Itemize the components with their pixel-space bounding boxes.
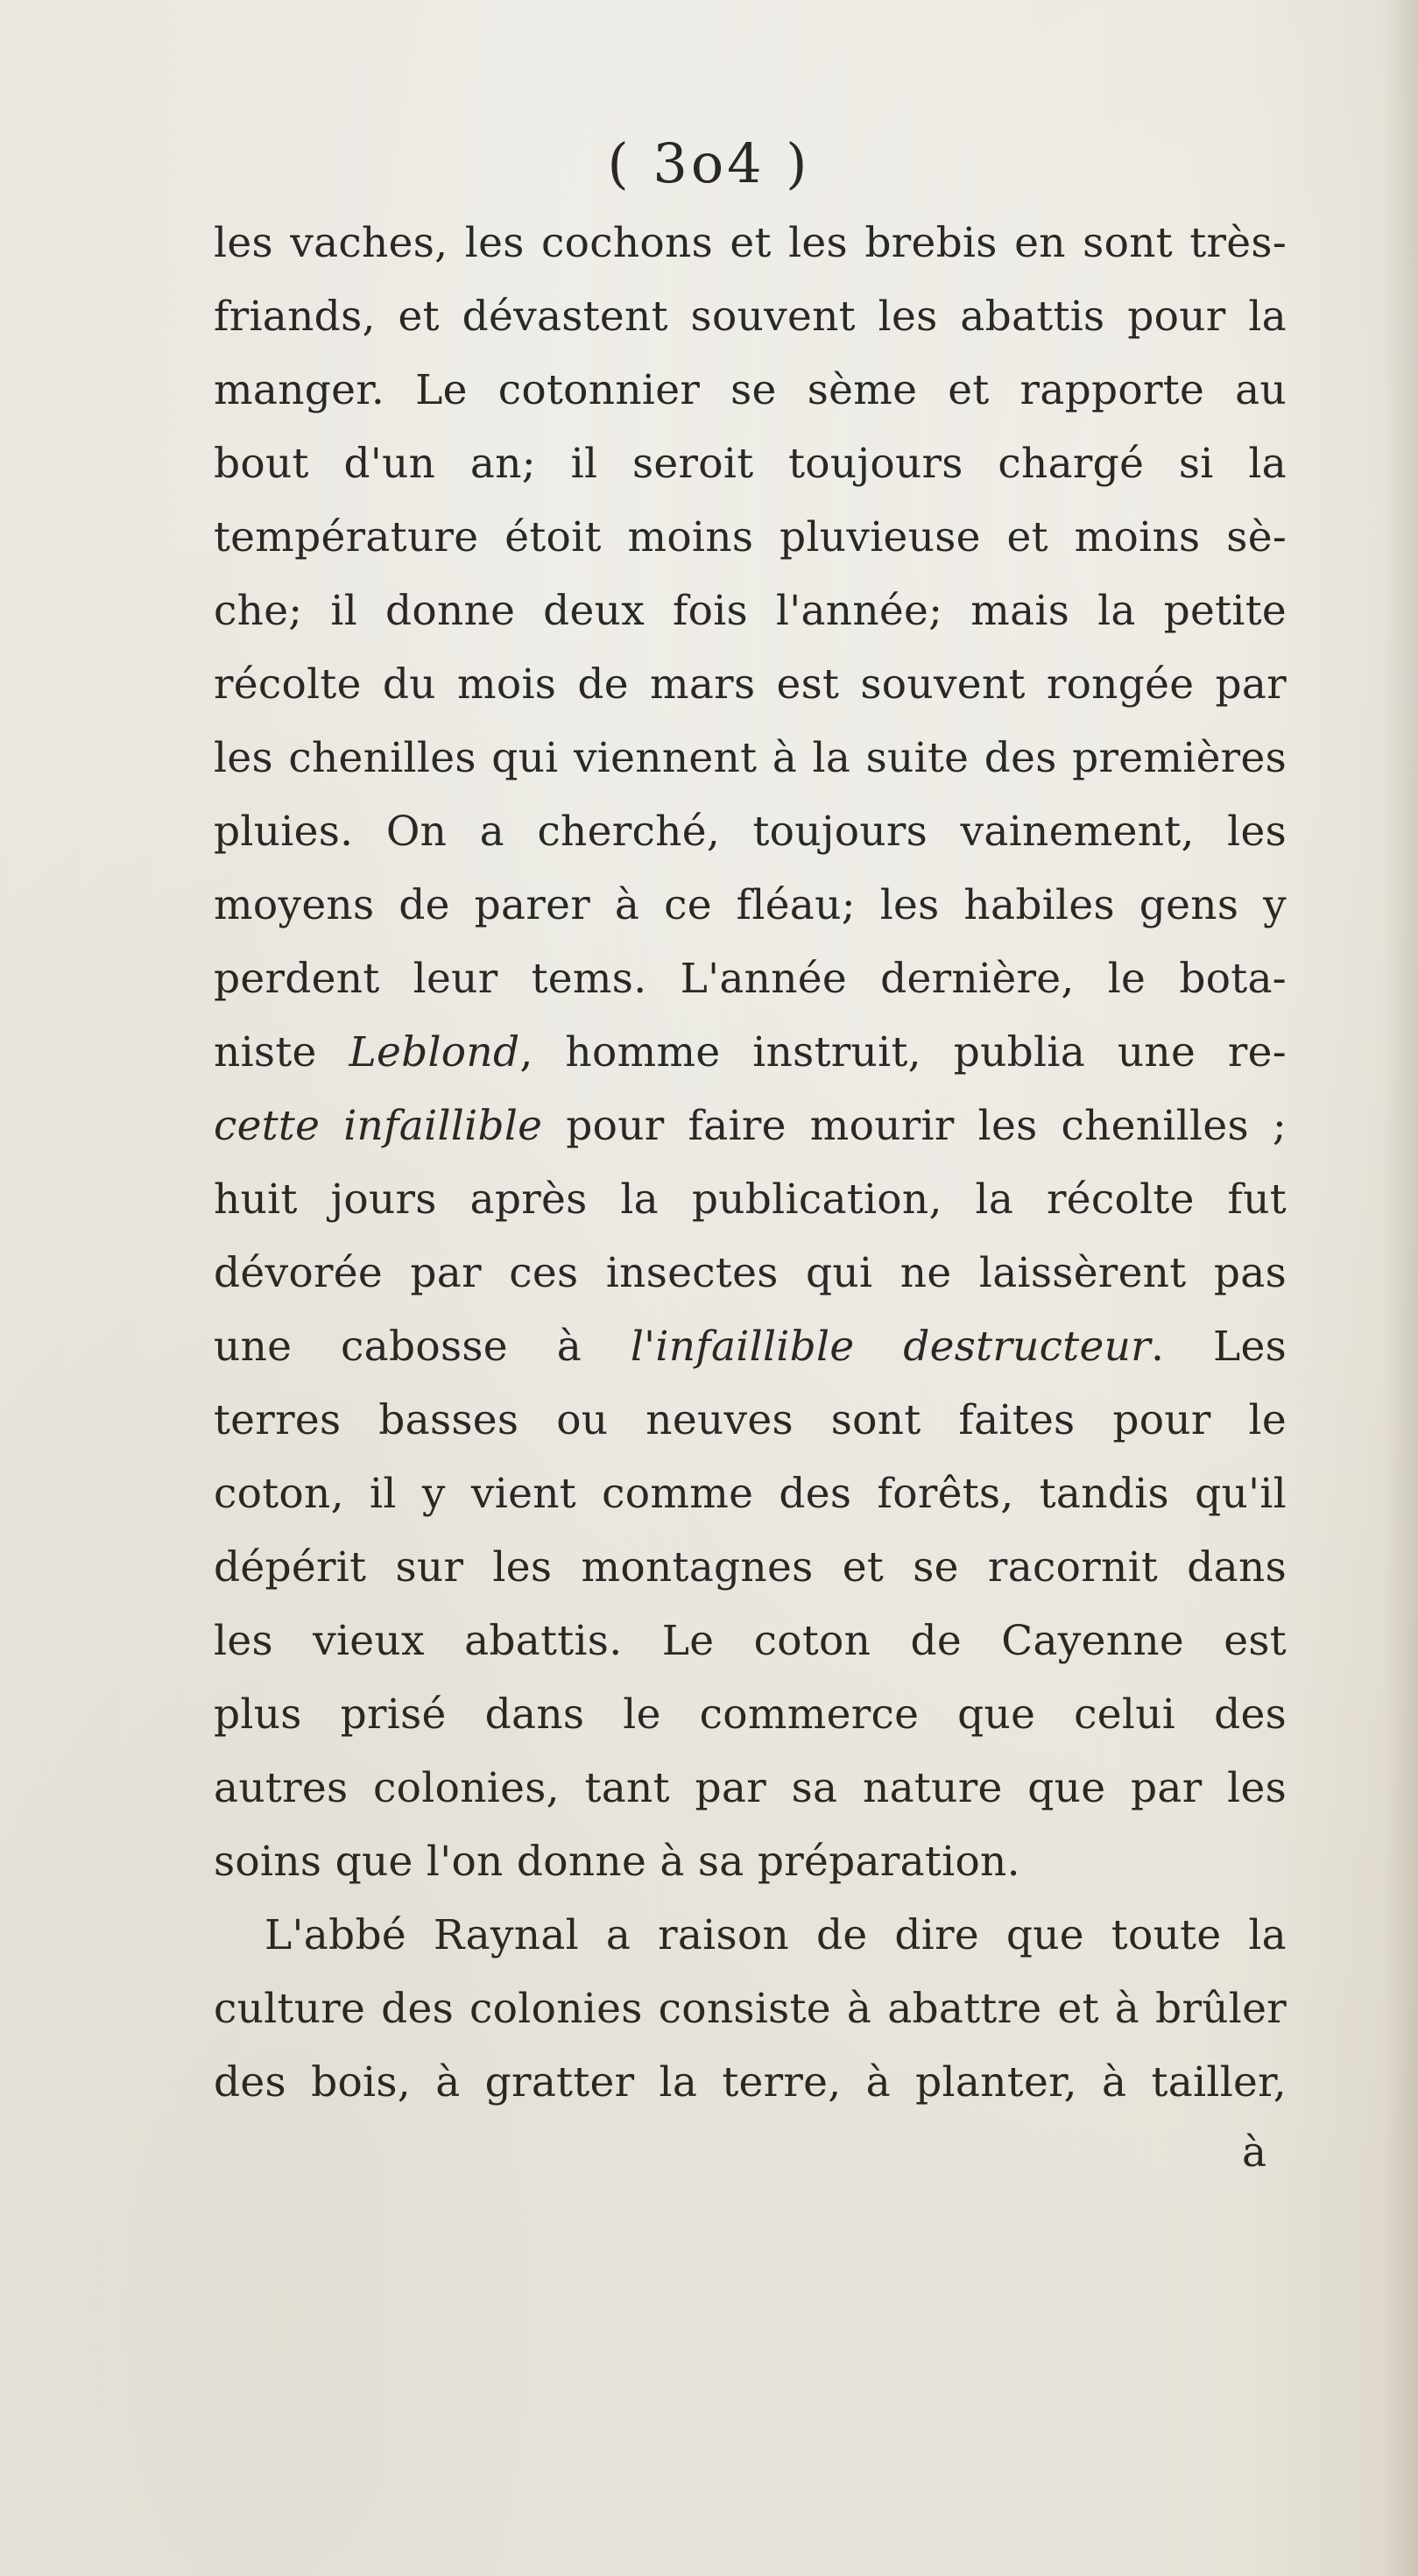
text-line: manger. Le cotonnier se sème et rapporte au bbox=[214, 366, 1287, 414]
body-text bbox=[214, 207, 1287, 2120]
text-line: plus prisé dans le commerce que celui des bbox=[214, 1690, 1287, 1739]
page-edge-shadow bbox=[1383, 0, 1418, 2576]
text-line: perdent leur tems. L'année dernière, le bota- bbox=[214, 955, 1287, 1003]
text-line: che; il donne deux fois l'année; mais la petite bbox=[214, 587, 1287, 635]
text-line: dépérit sur les montagnes et se racornit dans bbox=[214, 1543, 1287, 1591]
text-line: dévorée par ces insectes qui ne laissèrent pas bbox=[214, 1249, 1287, 1297]
text-line: récolte du mois de mars est souvent rongée par bbox=[214, 660, 1287, 709]
text-line: bout d'un an; il seroit toujours chargé si la bbox=[214, 440, 1287, 488]
text-line: pluies. On a cherché, toujours vainement, les bbox=[214, 808, 1287, 856]
italic-phrase: l'infaillible destructeur bbox=[630, 1323, 1151, 1371]
text-line: une cabosse à l'infaillible destructeur. Les bbox=[214, 1323, 1287, 1371]
text-line: les chenilles qui viennent à la suite des premières bbox=[214, 734, 1287, 782]
italic-name: Leblond bbox=[349, 1028, 520, 1076]
text-line-paragraph-end: soins que l'on donne à sa préparation. bbox=[214, 1838, 1020, 1886]
text-line: culture des colonies consiste à abattre et à brûler bbox=[214, 1985, 1287, 2033]
italic-phrase: cette infaillible bbox=[214, 1102, 543, 1150]
catchword: à bbox=[1242, 2128, 1267, 2177]
text-line: cette infaillible pour faire mourir les chenilles ; bbox=[214, 1102, 1287, 1150]
text-line: température étoit moins pluvieuse et moins sè- bbox=[214, 513, 1287, 561]
text-line: friands, et dévastent souvent les abattis pour la bbox=[214, 293, 1287, 341]
text-line: les vaches, les cochons et les brebis en sont très- bbox=[214, 219, 1287, 267]
text-line: moyens de parer à ce fléau; les habiles gens y bbox=[214, 881, 1287, 929]
text-line: niste Leblond, homme instruit, publia une re- bbox=[214, 1028, 1287, 1076]
text-line: coton, il y vient comme des forêts, tandis qu'il bbox=[214, 1470, 1287, 1518]
text-line: autres colonies, tant par sa nature que par les bbox=[214, 1764, 1287, 1812]
page-number: ( 3o4 ) bbox=[607, 131, 811, 195]
text-line: des bois, à gratter la terre, à planter, à tailler, bbox=[214, 2058, 1287, 2107]
text-line: huit jours après la publication, la récolte fut bbox=[214, 1175, 1287, 1224]
text-line-paragraph-start: L'abbé Raynal a raison de dire que toute la bbox=[265, 1911, 1287, 1959]
text-line: les vieux abattis. Le coton de Cayenne est bbox=[214, 1617, 1287, 1665]
text-line: terres basses ou neuves sont faites pour le bbox=[214, 1396, 1287, 1444]
